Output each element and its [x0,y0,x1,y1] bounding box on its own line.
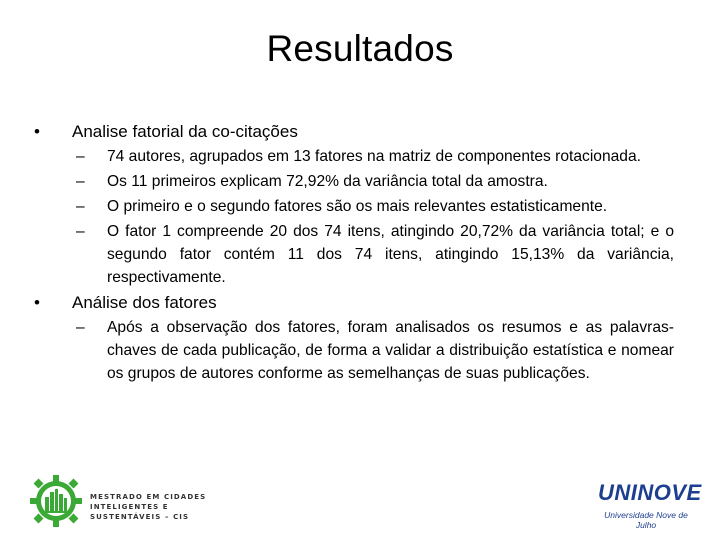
sub-bullet-item [76,195,674,218]
sub-bullet-item [76,316,674,385]
dash-marker: – [76,148,85,165]
uninove-logo [598,478,702,530]
dash-marker: – [76,223,85,240]
slide-body [30,120,674,387]
bullet-marker: • [34,293,40,312]
university-name: UNINOVE [598,480,702,505]
sub-bullet-text: Os 11 primeiros explicam 72,92% da variância total da amostra. [107,173,548,190]
dash-marker: – [76,198,85,215]
sub-bullet-item [76,145,674,168]
dash-marker: – [76,173,85,190]
sub-bullet-item [76,170,674,193]
bullet-item [30,120,674,143]
program-line: INTELIGENTES E [90,503,169,511]
slide-title: Resultados [266,28,454,69]
sub-bullet-text: O fator 1 compreende 20 dos 74 itens, atingindo 20,72% da variância total; e o segundo fator contém 11 dos 74 itens, atingindo 15,13% da variância, respectivamente. [107,223,674,286]
bullet-marker: • [34,122,40,141]
program-name [90,492,250,522]
sub-bullet-text: O primeiro e o segundo fatores são os mais relevantes estatisticamente. [107,198,608,215]
bullet-text: Análise dos fatores [72,293,217,312]
bullet-text: Analise fatorial da co-citações [72,122,298,141]
sub-bullet-text: 74 autores, agrupados em 13 fatores na matriz de componentes rotacionada. [107,148,641,165]
program-line: MESTRADO EM CIDADES [90,493,207,501]
dash-marker: – [76,319,85,336]
sub-bullet-text: Após a observação dos fatores, foram analisados os resumos e as palavras-chaves de cada publicação, de forma a validar a distribuição estatística e nomear os grupos de autores conforme as semelhanças de suas publicações. [107,319,674,382]
program-line: SUSTENTÁVEIS – CIS [90,513,190,521]
sub-bullet-item [76,220,674,289]
smart-city-gear-logo-icon [30,475,82,527]
bullet-item [30,291,674,314]
university-subtitle: Universidade Nove de Julho [604,510,688,530]
